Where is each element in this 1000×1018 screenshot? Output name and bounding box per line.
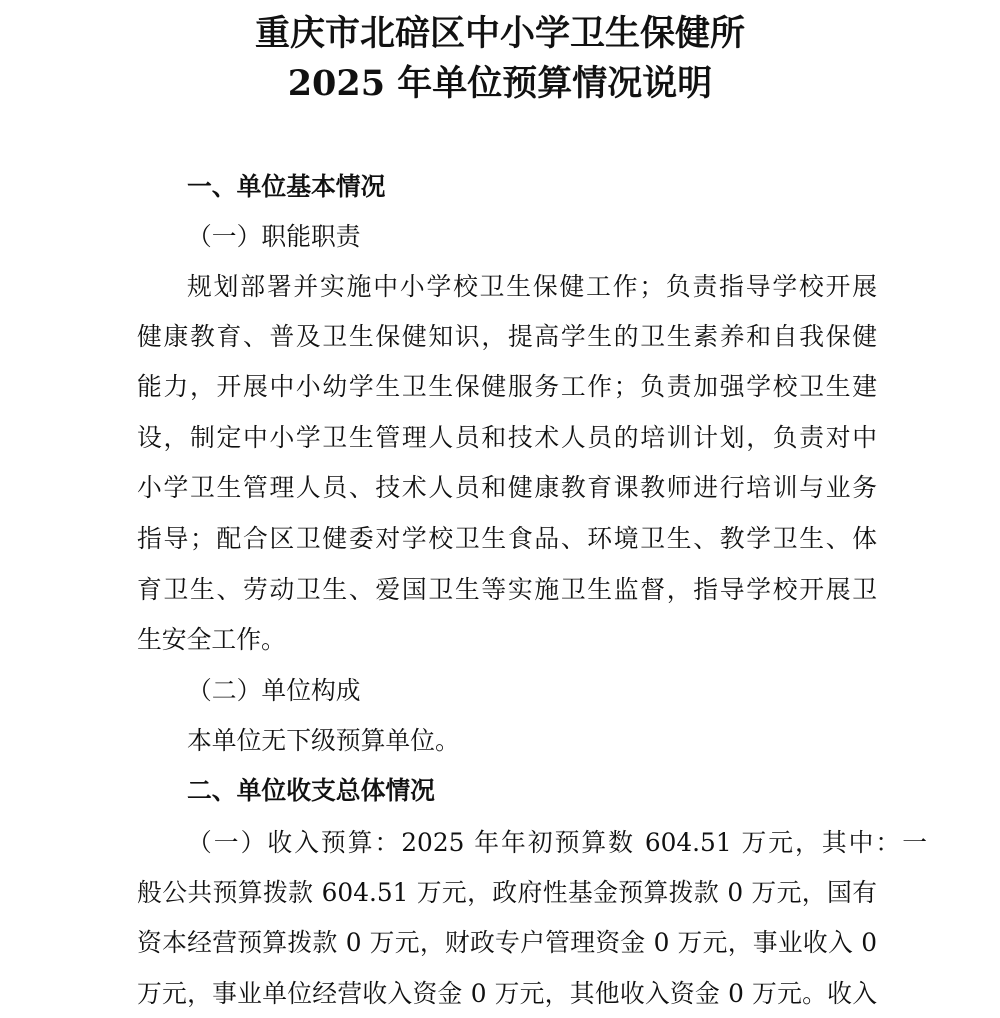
section1-sub2-heading: （二）单位构成 (187, 676, 361, 705)
section2-para-line: 般公共预算拨款 604.51 万元，政府性基金预算拨款 0 万元，国有 (137, 878, 877, 907)
section2-para-line: （一）收入预算：2025 年年初预算数 604.51 万元，其中：一 (187, 828, 927, 857)
section1-heading: 一、单位基本情况 (187, 172, 386, 201)
section1-sub2-text: 本单位无下级预算单位。 (187, 726, 460, 755)
section1-para-line: 育卫生、劳动卫生、爱国卫生等实施卫生监督，指导学校开展卫 (137, 575, 877, 604)
section1-para-line: 小学卫生管理人员、技术人员和健康教育课教师进行培训与业务 (137, 473, 877, 502)
document-title-line1: 重庆市北碚区中小学卫生保健所 (254, 13, 745, 54)
section2-heading: 二、单位收支总体情况 (187, 776, 435, 805)
section1-para-line: 生安全工作。 (137, 625, 286, 654)
section1-para-line: 规划部署并实施中小学校卫生保健工作；负责指导学校开展 (187, 272, 877, 301)
section1-para-line: 能力，开展中小幼学生卫生保健服务工作；负责加强学校卫生建 (137, 372, 877, 401)
section2-para-line: 资本经营预算拨款 0 万元，财政专户管理资金 0 万元，事业收入 0 (137, 928, 877, 957)
section2-para-line: 万元，事业单位经营收入资金 0 万元，其他收入资金 0 万元。收入 (137, 979, 877, 1008)
section1-para-line: 健康教育、普及卫生保健知识，提高学生的卫生素养和自我保健 (137, 322, 877, 351)
document-title-line2: 2025 年单位预算情况说明 (287, 63, 713, 104)
section1-para-line: 设，制定中小学卫生管理人员和技术人员的培训计划，负责对中 (137, 423, 877, 452)
section1-para-line: 指导；配合区卫健委对学校卫生食品、环境卫生、教学卫生、体 (137, 524, 877, 553)
section1-sub1-heading: （一）职能职责 (187, 222, 361, 251)
